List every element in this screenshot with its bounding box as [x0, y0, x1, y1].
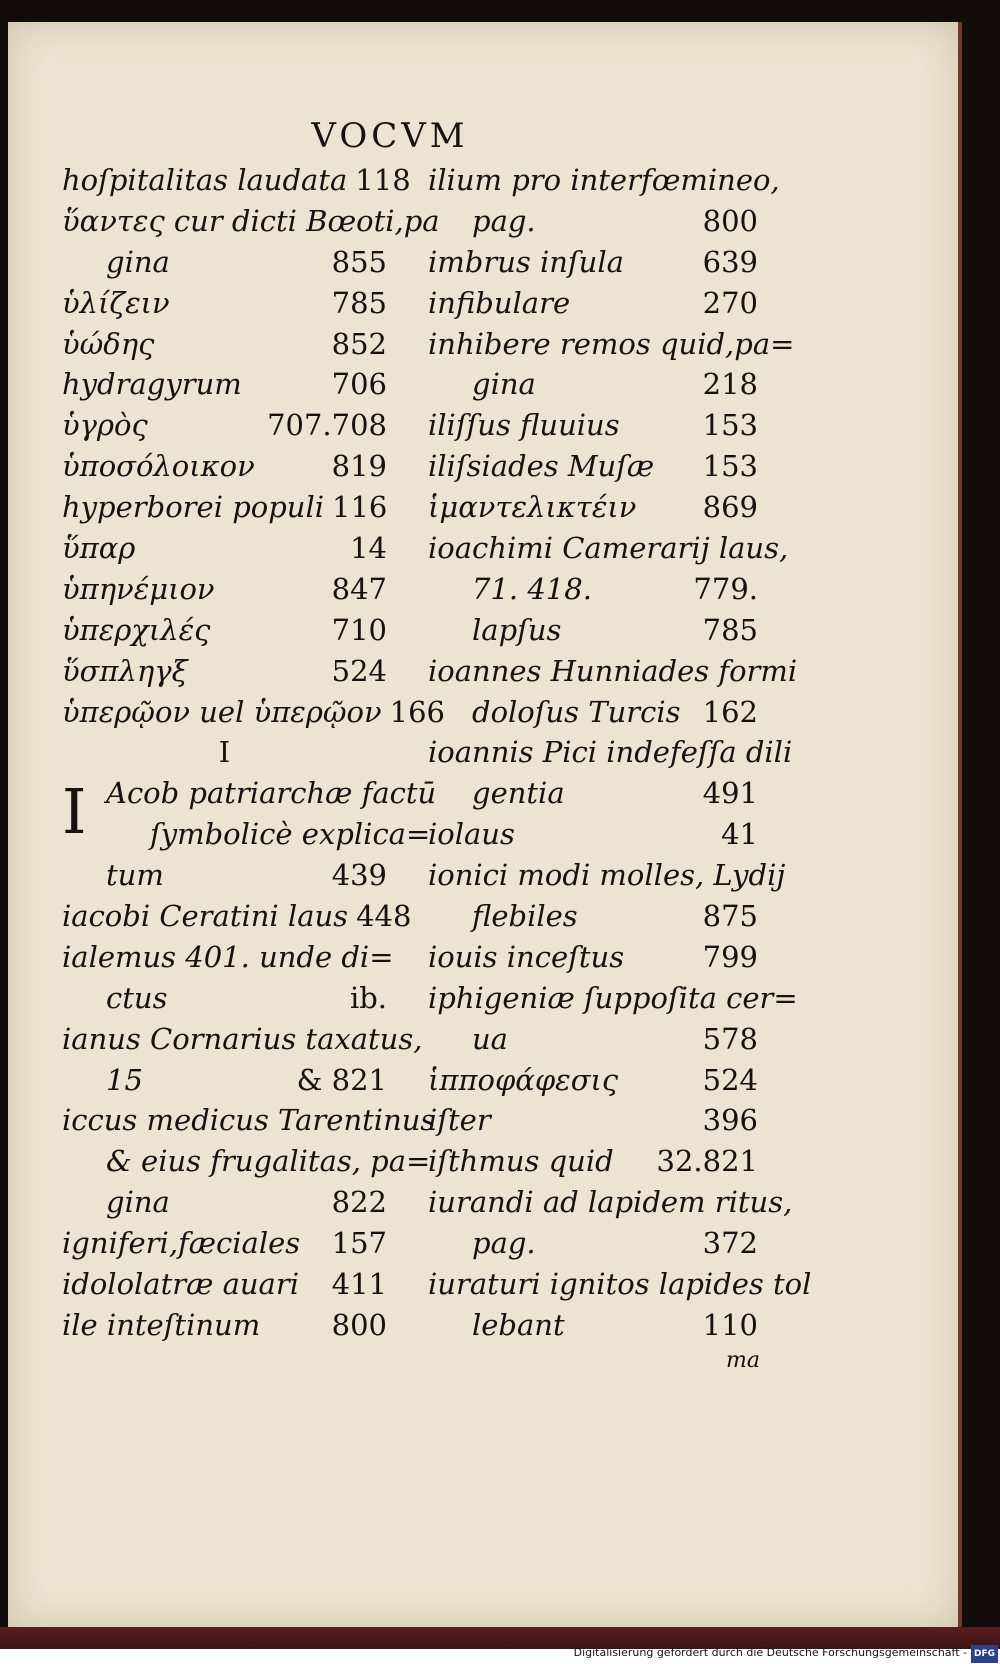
index-term: ile inteſtinum [62, 1307, 261, 1342]
page-reference: 855 [331, 244, 387, 279]
page-reference: 869 [702, 490, 758, 525]
index-term: iuraturi ignitos lapides tol [428, 1267, 812, 1302]
index-term: gina [106, 244, 170, 279]
credit-text: Digitalisierung gefördert durch die Deutsche Forschungsgemeinschaft - [573, 1646, 967, 1659]
page-reference: 578 [702, 1021, 758, 1056]
index-term: iacobi Ceratini laus [62, 899, 349, 934]
running-head: VOCVM [311, 116, 469, 156]
index-entry [428, 896, 758, 937]
index-entry [428, 1223, 758, 1264]
index-term: ianus Cornarius taxatus, [62, 1021, 423, 1056]
page-reference: 448 [356, 899, 412, 934]
page-reference: 270 [702, 285, 758, 320]
index-entry [428, 978, 798, 1019]
index-entry [62, 201, 440, 242]
index-entry [428, 692, 758, 733]
index-term: lapſus [472, 612, 562, 647]
index-term: I [218, 735, 231, 770]
index-entry [62, 405, 387, 446]
page-reference: 439 [331, 858, 387, 893]
page-reference: 524 [331, 653, 387, 688]
page-reference: 162 [702, 694, 758, 729]
index-entry [62, 283, 387, 324]
index-term: infibulare [428, 285, 571, 320]
index-term: ὑώδης [62, 326, 155, 361]
dfg-logo: DFG [971, 1645, 998, 1663]
page-reference: 396 [702, 1103, 758, 1138]
page-reference: 800 [702, 203, 758, 238]
index-term: inhibere remos quid,pa= [428, 326, 795, 361]
index-entry [428, 364, 758, 405]
index-entry [428, 242, 758, 283]
index-term: iccus medicus Tarentinus [62, 1103, 436, 1138]
index-term: ſymbolicè explica= [150, 817, 431, 852]
index-entry [428, 446, 758, 487]
page-reference: 707.708 [267, 408, 387, 443]
index-term: hydragyrum [62, 367, 242, 402]
index-entry [62, 651, 387, 692]
index-entry [62, 732, 387, 773]
index-entry [62, 242, 387, 283]
page-reference: 524 [702, 1062, 758, 1097]
index-entry [62, 1264, 387, 1305]
page-reference: 32.821 [656, 1144, 758, 1179]
page-reference: 153 [702, 449, 758, 484]
index-entry [62, 855, 387, 896]
index-entry [62, 692, 445, 733]
index-entry [62, 160, 411, 201]
page-reference: 118 [355, 163, 411, 197]
page-reference: 153 [702, 408, 758, 443]
index-column-left [62, 160, 445, 1346]
index-entry [428, 610, 758, 651]
index-term: iouis inceſtus [428, 939, 625, 974]
index-term: ὑποσόλοικον [62, 449, 255, 484]
index-entry [428, 1305, 758, 1346]
index-term: flebiles [472, 899, 578, 934]
index-entry [428, 160, 780, 201]
index-entry [428, 814, 758, 855]
page-reference: 799 [702, 939, 758, 974]
index-entry [62, 1060, 387, 1101]
index-term: ὑλίζειν [62, 285, 170, 320]
page-reference: 847 [331, 571, 387, 606]
index-entry [62, 364, 387, 405]
index-term: ctus [106, 980, 168, 1015]
index-entry [428, 937, 758, 978]
page-reference: 41 [721, 817, 758, 852]
digitization-credit [560, 1644, 998, 1662]
index-term: ilium pro interfœmineo, [428, 163, 780, 197]
index-term: doloſus Turcis [472, 694, 681, 729]
index-entry [62, 1182, 387, 1223]
index-term: iliſsiades Muſæ [428, 449, 655, 484]
index-entry [62, 814, 431, 855]
page-reference: 411 [331, 1267, 387, 1302]
index-term: ἱμαντελικτέιν [428, 490, 637, 525]
page-reference: & 821 [296, 1062, 387, 1097]
index-entry [428, 1019, 758, 1060]
index-term: ὑγρὸς [62, 408, 148, 443]
page-reference: 875 [702, 899, 758, 934]
page-reference: 785 [331, 285, 387, 320]
index-entry [62, 1019, 423, 1060]
index-term: hoſpitalitas laudata [62, 163, 348, 197]
page-reference: 852 [331, 326, 387, 361]
index-term: 15 [106, 1062, 143, 1097]
page-reference: 819 [331, 449, 387, 484]
index-term: lebant [472, 1307, 565, 1342]
catchword: ma [726, 1348, 760, 1373]
page-reference: 157 [331, 1226, 387, 1261]
page-reference: 800 [331, 1307, 387, 1342]
index-term: gina [106, 1185, 170, 1220]
index-entry [428, 487, 758, 528]
index-entry [428, 1141, 758, 1182]
index-term: iliſſus fluuius [428, 408, 620, 443]
index-term: igniferi,fæciales [62, 1226, 301, 1261]
index-entry [62, 978, 387, 1019]
page-reference: 14 [350, 531, 387, 566]
index-entry [428, 651, 798, 692]
index-term: ioannes Hunniades formi [428, 653, 798, 688]
index-term: ἱπποφάφεσις [428, 1062, 619, 1097]
drop-initial: I [62, 775, 87, 849]
index-entry [62, 1223, 387, 1264]
index-entry [428, 405, 758, 446]
index-term: pag. [472, 1226, 536, 1261]
index-entry [62, 896, 412, 937]
page-reference: 706 [331, 367, 387, 402]
index-term: gina [472, 367, 536, 402]
index-term: iphigeniæ ſuppoſita cer= [428, 980, 798, 1015]
index-entry [62, 528, 387, 569]
page-reference: 491 [702, 776, 758, 811]
index-entry [428, 1264, 812, 1305]
index-entry [62, 487, 387, 528]
index-entry [62, 324, 387, 365]
index-entry [62, 569, 387, 610]
index-entry [428, 283, 758, 324]
index-term: ionici modi molles, Lydij [428, 858, 786, 893]
page-reference: 785 [702, 612, 758, 647]
index-term: ὕαντες cur dicti Bœoti,pa [62, 203, 440, 238]
index-term: iurandi ad lapidem ritus, [428, 1185, 793, 1220]
index-entry [62, 937, 394, 978]
page-reference: 218 [702, 367, 758, 402]
index-term: idololatræ auari [62, 1267, 299, 1302]
index-entry [428, 1060, 758, 1101]
page-reference: 372 [702, 1226, 758, 1261]
index-term: Acob patriarchæ factū [106, 776, 437, 811]
index-term: tum [106, 858, 164, 893]
page-reference: ib. [349, 980, 387, 1015]
index-term: ὑπηνέμιον [62, 571, 215, 606]
index-term: ὕσπληγξ [62, 653, 188, 688]
index-entry [428, 1182, 793, 1223]
index-entry [62, 1100, 436, 1141]
page-reference: 110 [702, 1307, 758, 1342]
index-entry [62, 610, 387, 651]
index-entry [428, 855, 786, 896]
index-term: ua [472, 1021, 508, 1056]
index-entry [428, 1100, 758, 1141]
index-column-right [428, 160, 812, 1346]
index-term: ὑπερχιλές [62, 612, 211, 647]
index-term: iſthmus quid [428, 1144, 614, 1179]
index-entry [428, 732, 793, 773]
index-term: ioannis Pici indefeſſa dili [428, 735, 793, 770]
index-term: iſter [428, 1103, 491, 1138]
index-term: ialemus 401. unde di= [62, 939, 394, 974]
index-entry [428, 528, 789, 569]
page-edge [958, 22, 962, 1627]
page-reference: 166 [389, 694, 445, 729]
index-entry [62, 446, 387, 487]
index-term: ioachimi Camerarij laus, [428, 531, 789, 566]
index-term: hyperborei populi [62, 490, 325, 525]
index-entry [428, 324, 795, 365]
page-reference: 710 [331, 612, 387, 647]
index-term: pag. [472, 203, 536, 238]
index-term: & eius frugalitas, pa= [106, 1144, 431, 1179]
index-term: gentia [472, 776, 565, 811]
page-reference: 116 [332, 490, 388, 525]
index-entry [428, 201, 758, 242]
index-term: iolaus [428, 817, 515, 852]
page-reference: 822 [331, 1185, 387, 1220]
index-entry [428, 569, 758, 610]
page-reference: 639 [702, 244, 758, 279]
index-term: imbrus inſula [428, 244, 624, 279]
index-entry [62, 1141, 431, 1182]
index-term: ὑπερῷον uel ὑπερῷον [62, 694, 382, 729]
index-entry [62, 1305, 387, 1346]
index-entry [428, 773, 758, 814]
index-term: ὕπαρ [62, 531, 136, 566]
page-reference: 779. [693, 571, 758, 606]
index-term: 71. 418. [472, 571, 592, 606]
